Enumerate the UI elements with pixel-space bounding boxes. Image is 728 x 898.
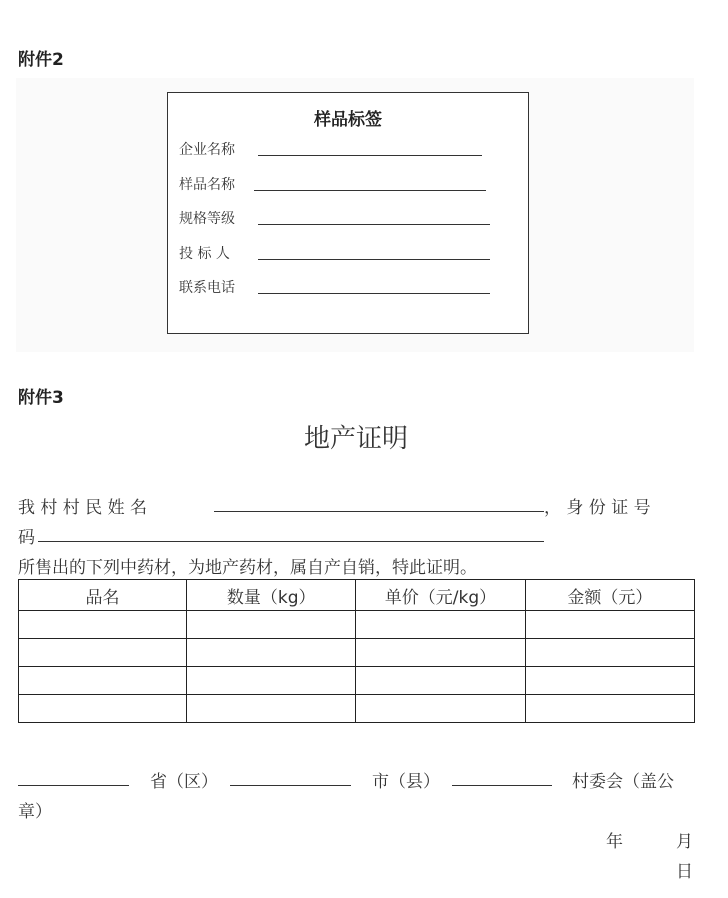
table-cell[interactable] xyxy=(187,667,356,695)
header-unit-price: 单价（元/kg） xyxy=(356,580,525,611)
table-cell[interactable] xyxy=(19,639,187,667)
header-quantity: 数量（kg） xyxy=(187,580,356,611)
certificate-title: 地产证明 xyxy=(303,424,408,454)
city-label: 市（县） xyxy=(372,772,440,792)
id-number-label: ， 身 份 证 号 xyxy=(544,498,651,518)
date-month: 月 xyxy=(676,832,693,852)
province-label: 省（区） xyxy=(150,772,218,792)
table-cell[interactable] xyxy=(525,695,694,723)
table-cell[interactable] xyxy=(19,611,187,639)
table-cell[interactable] xyxy=(19,695,187,723)
sample-label-card xyxy=(167,92,529,334)
villager-name-label: 我 村 村 民 姓 名 xyxy=(18,498,148,518)
table-cell[interactable] xyxy=(187,695,356,723)
field-line-bidder xyxy=(258,259,490,260)
field-label-bidder: 投 标 人 xyxy=(179,246,230,262)
attachment2-title: 附件2 xyxy=(18,50,64,70)
field-label-phone: 联系电话 xyxy=(179,280,235,296)
table-cell[interactable] xyxy=(187,611,356,639)
field-line-phone xyxy=(258,293,490,294)
table-header-row xyxy=(19,580,695,611)
table-row xyxy=(19,667,695,695)
field-label-sample-name: 样品名称 xyxy=(179,177,235,193)
table-cell[interactable] xyxy=(356,639,525,667)
table-cell[interactable] xyxy=(356,695,525,723)
table-cell[interactable] xyxy=(356,667,525,695)
table-cell[interactable] xyxy=(19,667,187,695)
field-label-spec-grade: 规格等级 xyxy=(179,211,235,227)
id-number-label-cont: 码 xyxy=(18,528,35,548)
date-year: 年 xyxy=(606,832,623,852)
date-day: 日 xyxy=(676,862,693,882)
field-line-spec-grade xyxy=(258,224,490,225)
table-cell[interactable] xyxy=(187,639,356,667)
table-cell[interactable] xyxy=(525,667,694,695)
field-line-company xyxy=(258,155,482,156)
village-line xyxy=(452,785,552,786)
id-number-line xyxy=(38,541,544,542)
table-row xyxy=(19,639,695,667)
villager-name-line xyxy=(214,511,544,512)
sample-label-title: 样品标签 xyxy=(314,110,382,130)
header-product-name: 品名 xyxy=(19,580,187,611)
field-label-company: 企业名称 xyxy=(179,142,235,158)
table-cell[interactable] xyxy=(525,639,694,667)
table-row xyxy=(19,695,695,723)
herb-table xyxy=(18,579,695,723)
city-line xyxy=(230,785,351,786)
header-amount: 金额（元） xyxy=(525,580,694,611)
table-cell[interactable] xyxy=(525,611,694,639)
field-line-sample-name xyxy=(254,190,486,191)
table-cell[interactable] xyxy=(356,611,525,639)
village-committee-label: 村委会（盖公 xyxy=(572,772,674,792)
attachment3-title: 附件3 xyxy=(18,388,64,408)
village-committee-label-cont: 章） xyxy=(18,802,52,822)
province-line xyxy=(18,785,129,786)
table-row xyxy=(19,611,695,639)
certificate-statement: 所售出的下列中药材，为地产药材，属自产自销，特此证明。 xyxy=(18,558,477,578)
